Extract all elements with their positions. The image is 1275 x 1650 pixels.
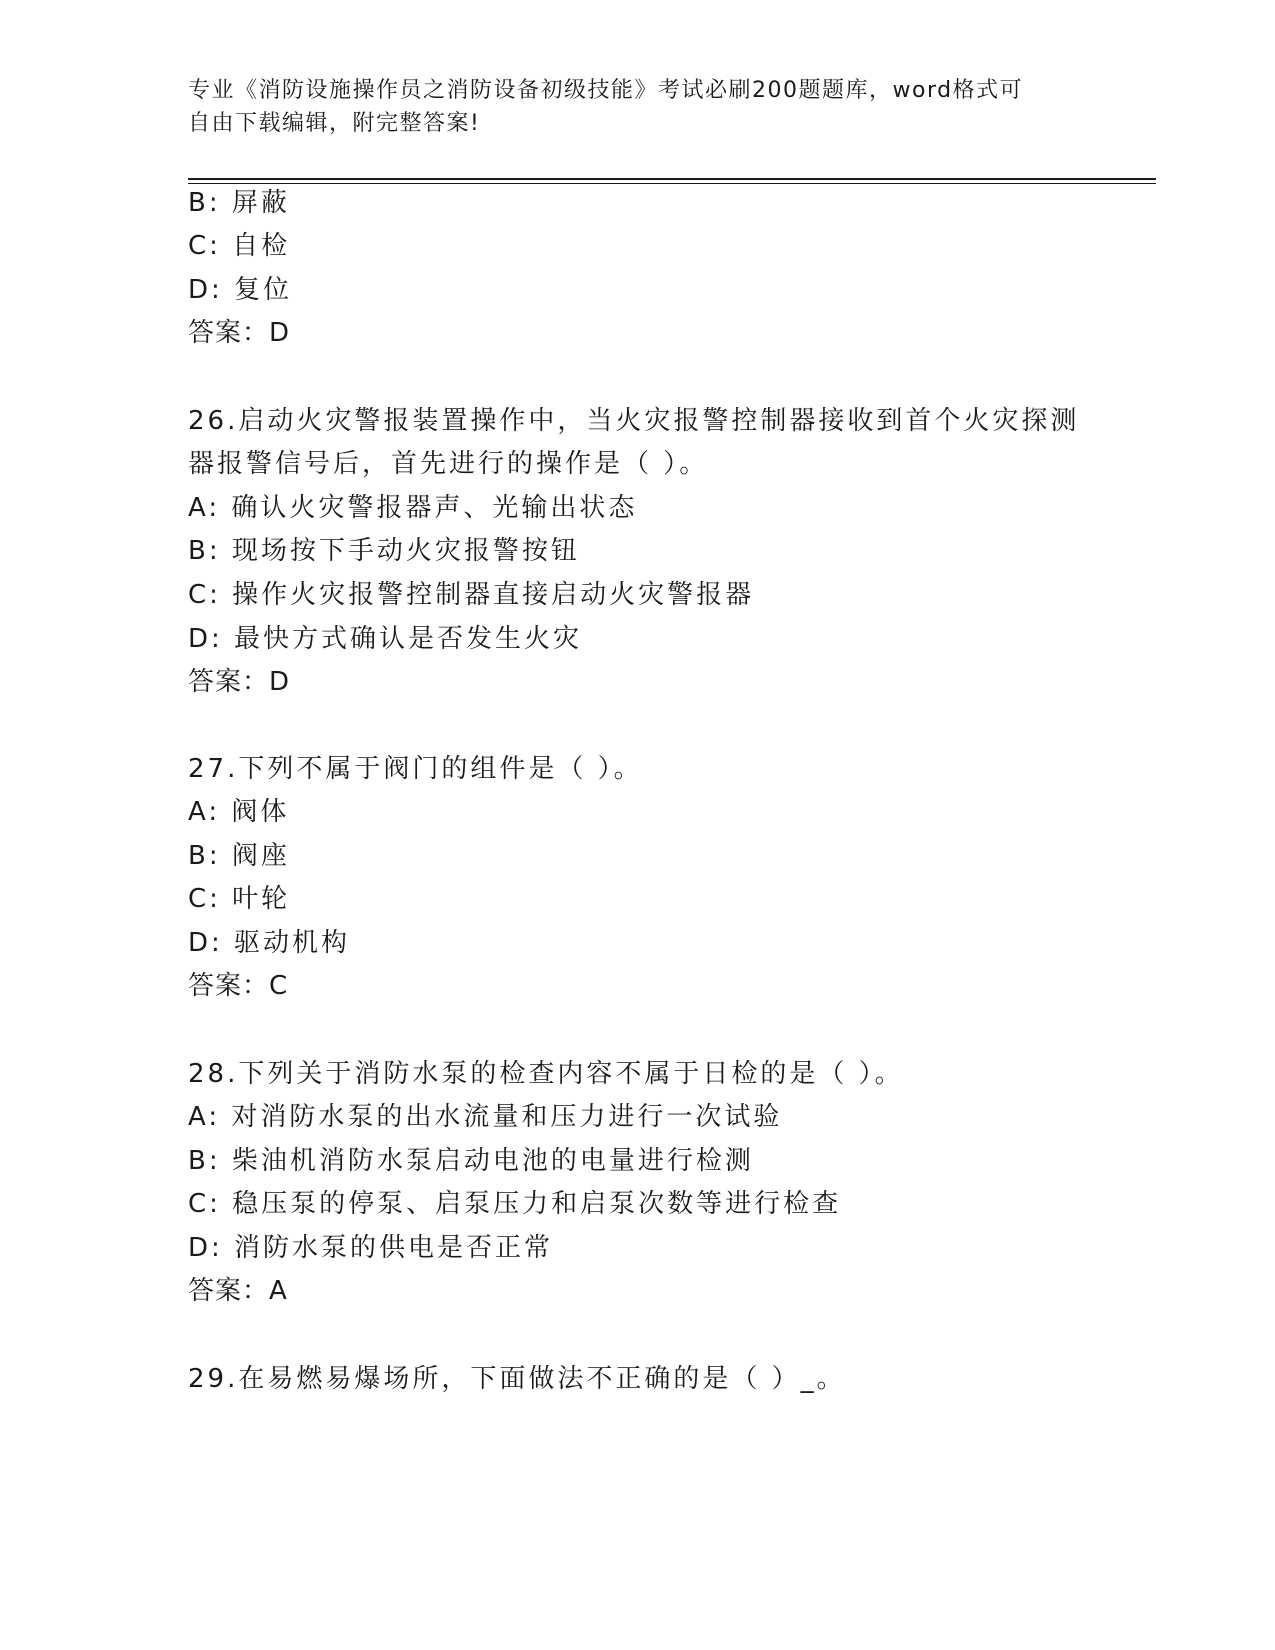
- q27-option-b: B: 阀座: [188, 841, 290, 871]
- header-divider-thick: [188, 178, 1156, 180]
- q28-stem: 28.下列关于消防水泵的检查内容不属于日检的是（ ）。: [188, 1059, 904, 1089]
- q28-option-b: B: 柴油机消防水泵启动电池的电量进行检测: [188, 1146, 754, 1176]
- q26-option-d: D: 最快方式确认是否发生火灾: [188, 624, 583, 654]
- q26-option-b: B: 现场按下手动火灾报警按钮: [188, 536, 580, 566]
- q26-stem-line-2: 器报警信号后，首先进行的操作是（ ）。: [188, 449, 709, 479]
- q28-option-d: D: 消防水泵的供电是否正常: [188, 1233, 554, 1263]
- q26-stem-line-1: 26.启动火灾警报装置操作中，当火灾报警控制器接收到首个火灾探测: [188, 406, 1080, 436]
- document-header: [188, 74, 1088, 140]
- q25-option-d: D: 复位: [188, 275, 293, 305]
- header-divider-thin: [188, 183, 1156, 184]
- q25-option-c: C: 自检: [188, 231, 291, 261]
- q27-option-d: D: 驱动机构: [188, 928, 351, 958]
- header-line-2: 自由下载编辑，附完整答案!: [188, 111, 481, 136]
- header-line-1: 专业《消防设施操作员之消防设备初级技能》考试必刷200题题库，word格式可: [188, 78, 1024, 103]
- q26-answer: 答案：D: [188, 667, 291, 697]
- q26-option-a: A: 确认火灾警报器声、光输出状态: [188, 493, 638, 523]
- q26-option-c: C: 操作火灾报警控制器直接启动火灾警报器: [188, 580, 755, 610]
- q25-answer: 答案：D: [188, 318, 291, 348]
- q27-stem: 27.下列不属于阀门的组件是（ ）。: [188, 754, 643, 784]
- q29-stem: 29.在易燃易爆场所，下面做法不正确的是（ ）_。: [188, 1364, 846, 1394]
- q28-option-c: C: 稳压泵的停泵、启泵压力和启泵次数等进行检查: [188, 1189, 842, 1219]
- q27-option-a: A: 阀体: [188, 797, 290, 827]
- q28-answer: 答案：A: [188, 1276, 288, 1306]
- q27-option-c: C: 叶轮: [188, 884, 291, 914]
- q28-option-a: A: 对消防水泵的出水流量和压力进行一次试验: [188, 1102, 783, 1132]
- q27-answer: 答案：C: [188, 971, 289, 1001]
- q25-option-b: B: 屏蔽: [188, 188, 290, 218]
